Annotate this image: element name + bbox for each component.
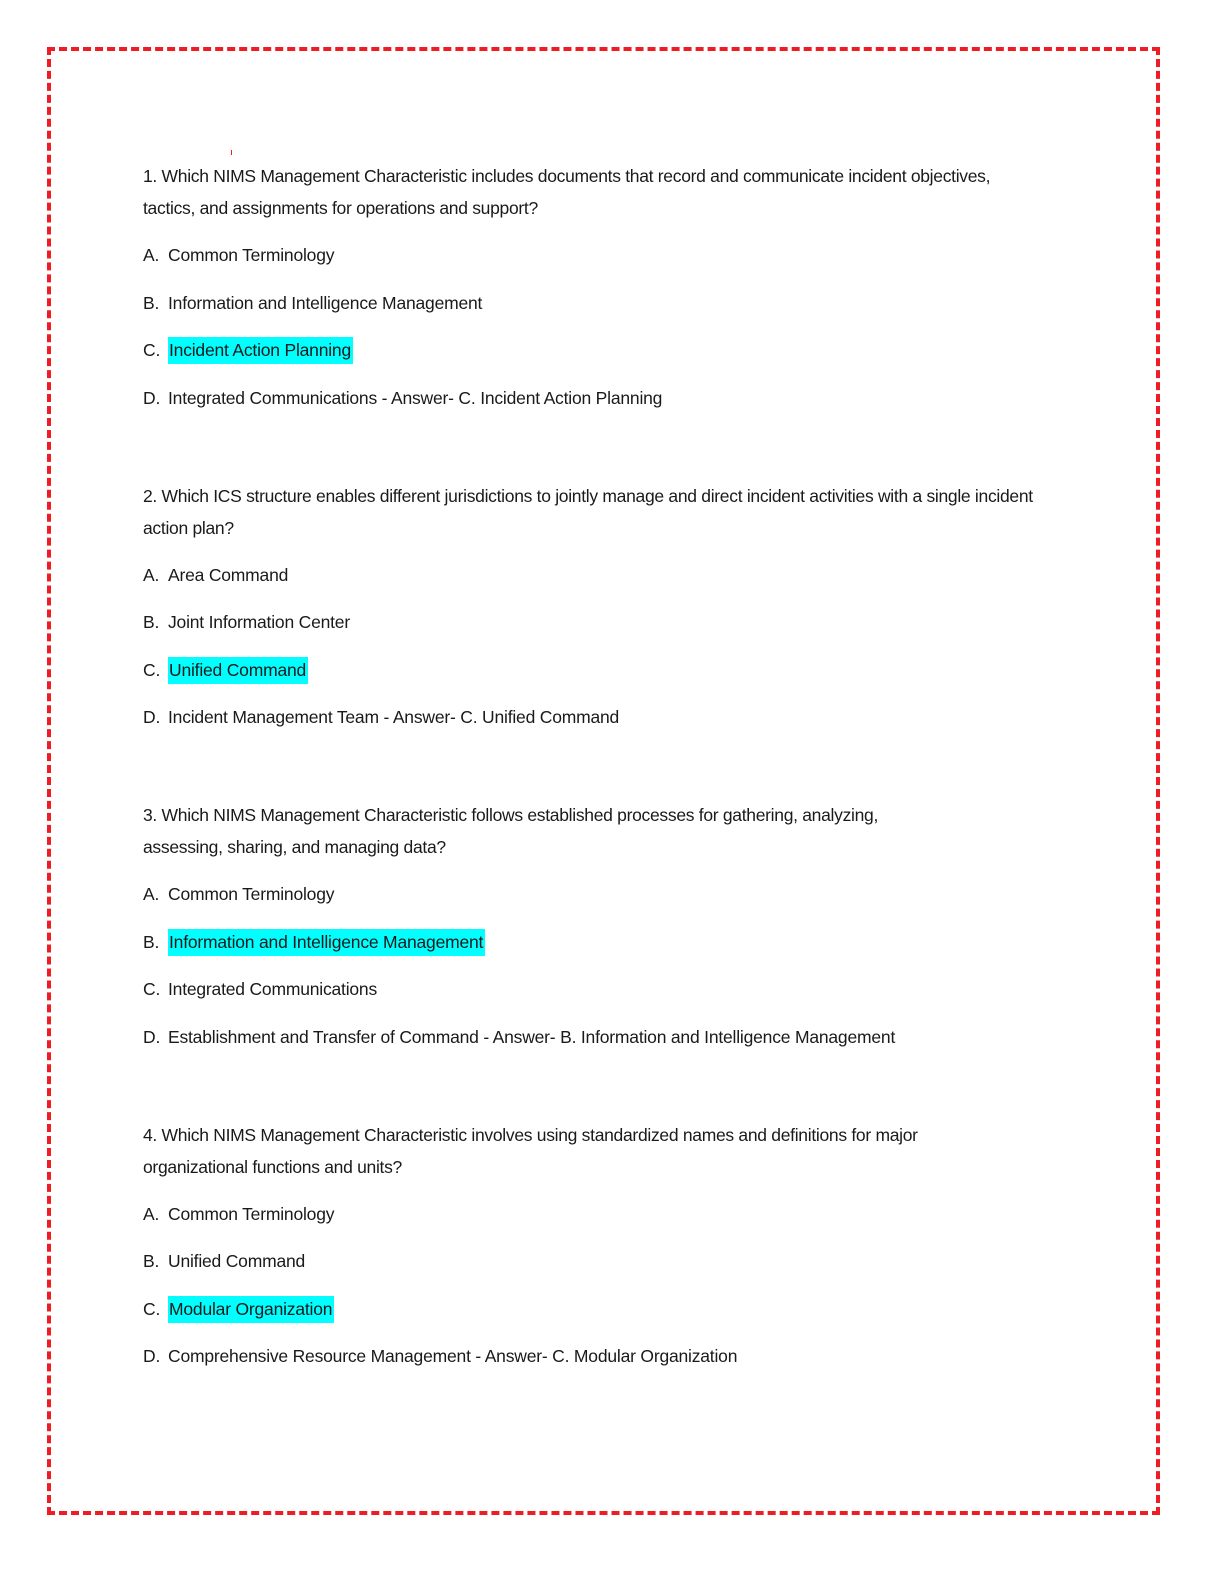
- question-text: 1. Which NIMS Management Characteristic includes documents that record and communicate incident objectives, tactics, and assignments for operations and support?: [143, 166, 991, 218]
- tick-mark: [231, 150, 232, 155]
- highlighted-answer: Incident Action Planning: [168, 337, 353, 364]
- option-text: Common Terminology: [168, 1203, 335, 1224]
- option-c: [143, 973, 1083, 1005]
- question-2: [143, 480, 1083, 734]
- option-letter: B.: [143, 292, 160, 313]
- option-letter: D.: [143, 707, 161, 727]
- option-letter: A.: [143, 245, 160, 265]
- option-letter: D.: [143, 1346, 161, 1366]
- option-letter: A.: [143, 1203, 160, 1224]
- option-text: Establishment and Transfer of Command - Answer- B. Information and Intelligence Management: [168, 1026, 896, 1047]
- option-letter: A.: [143, 564, 160, 585]
- question-list: [143, 160, 1083, 1372]
- option-a: [143, 1198, 1083, 1230]
- option-a: [143, 559, 1083, 591]
- option-c: [143, 1293, 1083, 1325]
- option-text: Common Terminology: [168, 245, 335, 265]
- option-b: [143, 287, 1083, 319]
- option-text: Joint Information Center: [168, 612, 350, 632]
- highlighted-answer: Unified Command: [168, 657, 308, 684]
- question-text: 2. Which ICS structure enables different jurisdictions to jointly manage and direct incident activities with a single incident action plan?: [143, 485, 1033, 538]
- option-text: Common Terminology: [168, 884, 335, 904]
- option-b: [143, 926, 1083, 958]
- option-letter: C.: [143, 659, 161, 680]
- option-d: [143, 701, 1083, 733]
- option-text: Comprehensive Resource Management - Answer- C. Modular Organization: [168, 1346, 738, 1366]
- option-text: Incident Management Team - Answer- C. Unified Command: [168, 707, 620, 727]
- option-letter: C.: [143, 979, 161, 999]
- question-text: 3. Which NIMS Management Characteristic follows established processes for gathering, analyzing, assessing, sharing, and managing data?: [143, 805, 879, 857]
- option-letter: D.: [143, 1026, 161, 1047]
- option-a: [143, 239, 1083, 271]
- option-text: Integrated Communications - Answer- C. Incident Action Planning: [168, 387, 663, 408]
- option-d: [143, 1340, 1083, 1372]
- option-c: [143, 334, 1083, 366]
- option-letter: A.: [143, 884, 160, 904]
- option-text: Integrated Communications: [168, 979, 377, 999]
- option-letter: B.: [143, 1251, 160, 1271]
- question-3: [143, 799, 1083, 1053]
- option-text: Unified Command: [168, 1251, 306, 1271]
- option-d: [143, 1021, 1083, 1053]
- option-text: Information and Intelligence Management: [168, 292, 483, 313]
- highlighted-answer: Information and Intelligence Management: [168, 929, 485, 956]
- option-letter: C.: [143, 1298, 161, 1319]
- question-1: [143, 160, 1083, 414]
- option-letter: D.: [143, 387, 161, 408]
- option-c: [143, 654, 1083, 686]
- option-b: [143, 606, 1083, 638]
- option-letter: B.: [143, 612, 160, 632]
- highlighted-answer: Modular Organization: [168, 1296, 334, 1323]
- option-letter: B.: [143, 931, 160, 952]
- question-4: [143, 1119, 1083, 1373]
- option-letter: C.: [143, 340, 161, 360]
- option-a: [143, 878, 1083, 910]
- option-text: Area Command: [168, 564, 289, 585]
- option-d: [143, 382, 1083, 414]
- option-b: [143, 1245, 1083, 1277]
- question-text: 4. Which NIMS Management Characteristic involves using standardized names and definitions for major organizational functions and units?: [143, 1124, 918, 1177]
